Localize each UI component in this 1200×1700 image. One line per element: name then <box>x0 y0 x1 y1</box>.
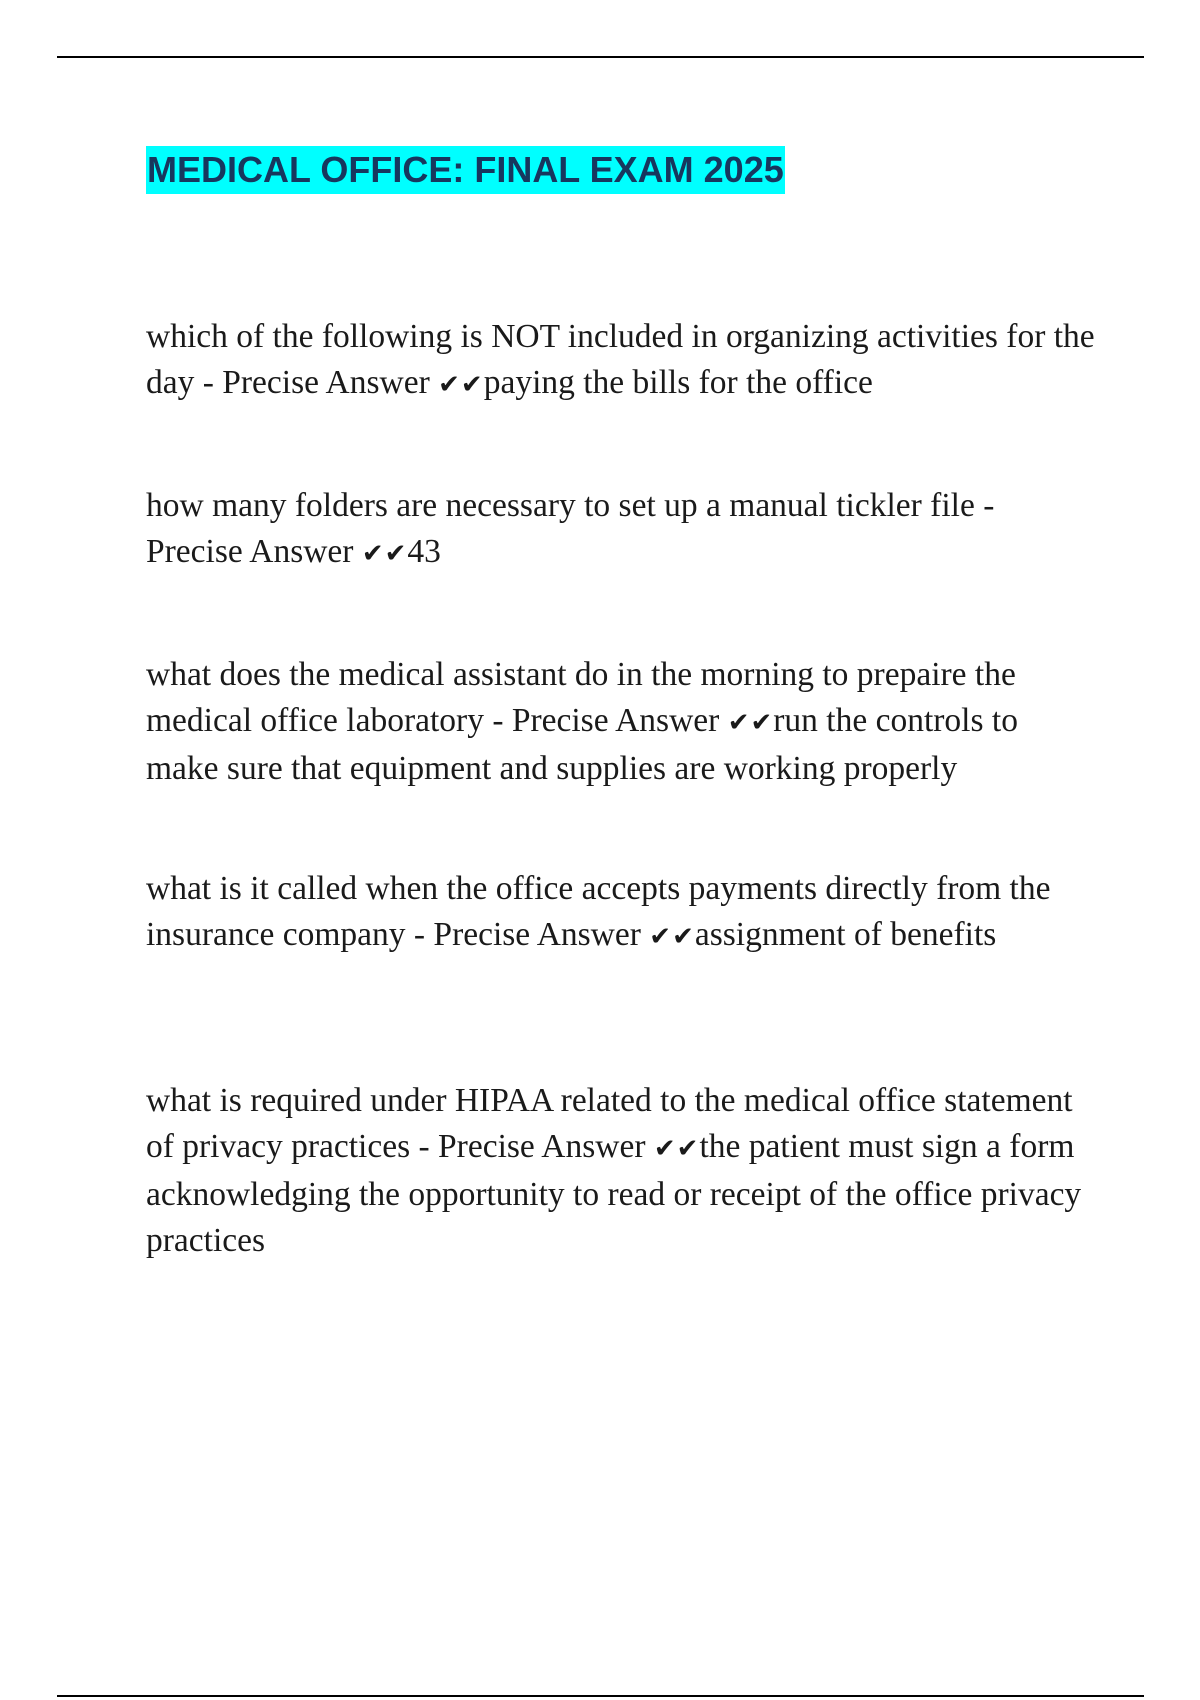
question-text: what is it called when the office accepts payments directly from the insurance company - Precise Answer <box>146 870 1051 953</box>
header-rule <box>57 56 1144 58</box>
checkmark-icon: ✔✔ <box>361 538 408 569</box>
question-text: what is required under HIPAA related to the medical office statement of privacy practices - Precise Answer <box>146 1082 1073 1165</box>
question-text: what does the medical assistant do in the morning to prepaire the medical office laboratory - Precise Answer <box>146 656 1016 739</box>
qa-item <box>146 314 1096 408</box>
answer-text: paying the bills for the office <box>483 363 873 401</box>
qa-item <box>146 866 1096 960</box>
qa-item <box>146 652 1096 792</box>
footer-rule <box>57 1695 1144 1697</box>
question-text: which of the following is NOT included in organizing activities for the day - Precise Answer <box>146 318 1095 401</box>
qa-item <box>146 1078 1096 1263</box>
checkmark-icon: ✔✔ <box>438 369 484 400</box>
document-title: MEDICAL OFFICE: FINAL EXAM 2025 <box>146 146 785 194</box>
question-text: how many folders are necessary to set up a manual tickler file - Precise Answer <box>146 487 995 570</box>
answer-text: assignment of benefits <box>694 915 997 953</box>
qa-item <box>146 483 1096 577</box>
answer-text: run the controls to make sure that equipment and supplies are working properly <box>146 701 1018 787</box>
checkmark-icon: ✔✔ <box>727 707 774 738</box>
checkmark-icon: ✔✔ <box>649 921 695 952</box>
answer-text: the patient must sign a form acknowledging the opportunity to read or receipt of the office privacy practices <box>146 1127 1082 1259</box>
checkmark-icon: ✔✔ <box>653 1133 700 1164</box>
answer-text: 43 <box>407 532 441 570</box>
